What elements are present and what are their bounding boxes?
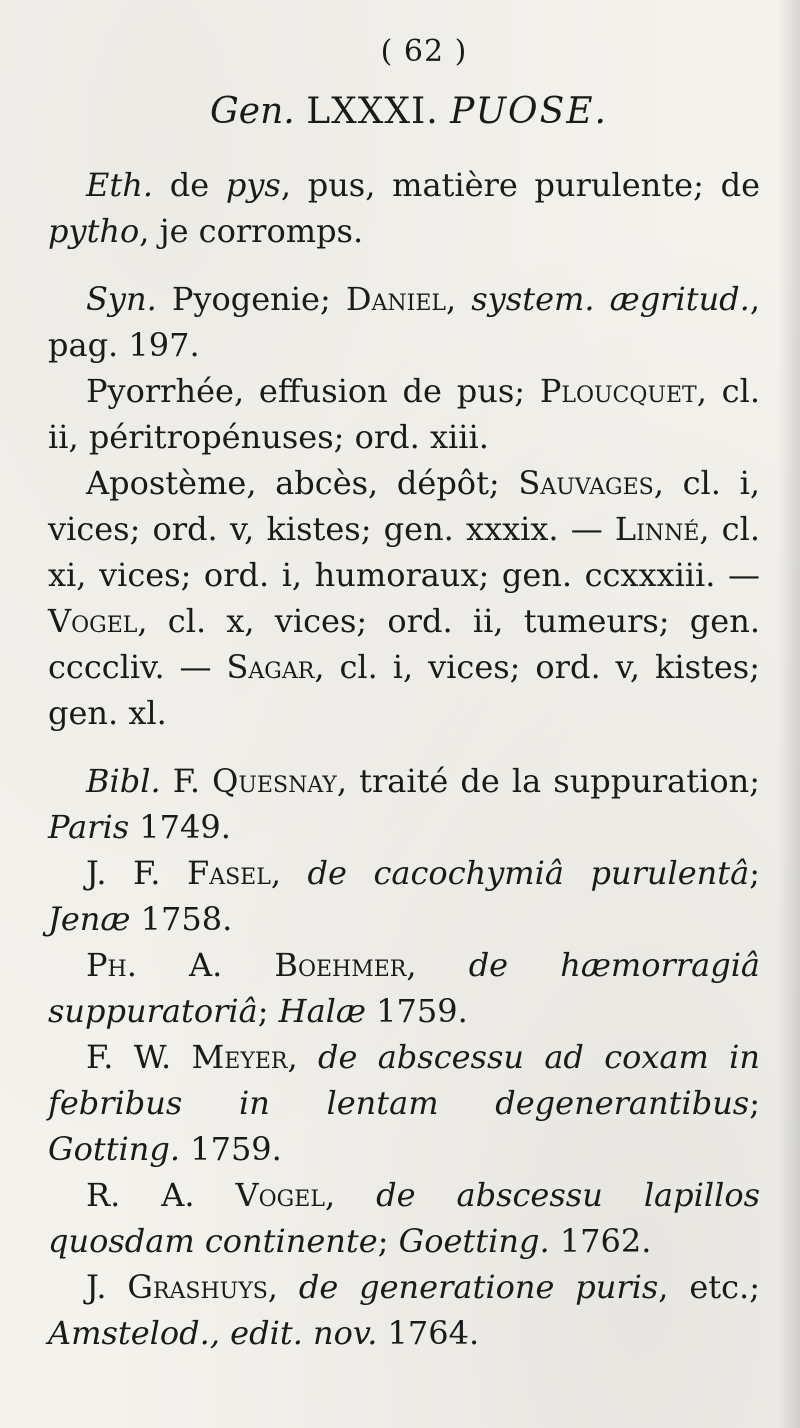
synonymy-text: , cl. xi, vices; ord. i, humoraux; gen. ccxxxiii. — [48, 510, 761, 594]
publication-year: 1764. [377, 1314, 480, 1352]
separator: , [406, 946, 469, 984]
author-name: Vogel [48, 602, 138, 640]
work-title: de cacochymiâ purulentâ [307, 854, 750, 892]
etymology-paragraph [48, 162, 760, 254]
publication-place: Amstelod., edit. nov. [48, 1314, 378, 1352]
synonymy-text: , cl. ii, péritropénuses; ord. xiii. [48, 372, 761, 456]
work-title: de generatione puris [298, 1268, 659, 1306]
author-name: Sauvages [518, 464, 654, 502]
bibliography-entry: Ph. A. Boehmer, de hæmorragiâ suppuratoriâ; Halæ 1759. [48, 946, 761, 1030]
synonymy-text: , cl. i, vices; ord. v, kistes; gen. xxxix. — [48, 464, 761, 548]
author-name: Linné [614, 510, 700, 548]
publication-place: Halæ [278, 992, 366, 1030]
publication-place: Jenæ [48, 900, 131, 938]
etymology-word: pys [225, 166, 281, 204]
etymology-text: , pus, matière purulente; de [280, 166, 760, 204]
work-title: system. ægritud. [471, 280, 750, 318]
synonymy-text: Pyogenie; [156, 280, 346, 318]
author-name: F. W. Meyer [86, 1038, 288, 1076]
publication-year: 1762. [549, 1222, 652, 1260]
work-title: de abscessu lapillos quosdam continente [48, 1176, 761, 1260]
synonymy-text: , [446, 280, 472, 318]
separator: , etc.; [658, 1268, 761, 1306]
bibliography-entry: F. W. Meyer, de abscessu ad coxam in febribus in lentam degenerantibus; Gotting. 1759. [48, 1038, 761, 1168]
author-name: Ploucquet [539, 372, 697, 410]
work-title: de abscessu ad coxam in febribus in lentam degenerantibus [48, 1038, 761, 1122]
work-title: de hæmorragiâ suppuratoriâ [48, 946, 761, 1030]
page-number: ( 62 ) [380, 34, 468, 69]
author-name: J. Grashuys [86, 1268, 268, 1306]
author-name: R. A. Vogel [86, 1176, 325, 1214]
synonymy-text: , cl. i, vices; ord. v, kistes; gen. xl. [48, 648, 761, 732]
author-name: Daniel [345, 280, 446, 318]
synonymy-text: Apostème, abcès, dépôt; [86, 464, 519, 502]
synonymy-text: , cl. x, vices; ord. ii, tumeurs; gen. ccccliv. — [48, 602, 760, 686]
author-name: J. F. Fasel [86, 854, 271, 892]
separator: , [267, 1268, 299, 1306]
page-edge-shadow [778, 0, 800, 1428]
publication-place: Gotting. [48, 1130, 181, 1168]
publication-year: 1758. [130, 900, 233, 938]
author-name: Sagar [226, 648, 315, 686]
etymology-word: pytho [48, 212, 140, 250]
heading-gen: Gen. [210, 91, 295, 132]
bibliography-label: Bibl. [86, 762, 161, 800]
etymology-label: Eth. [86, 166, 153, 204]
publication-place: Paris [48, 808, 130, 846]
etymology-text: , je corromps. [139, 212, 364, 250]
etymology-text: de [153, 166, 226, 204]
author-name: Ph. A. Boehmer [86, 946, 407, 984]
publication-year: 1749. [129, 808, 231, 846]
separator: , [324, 1176, 377, 1214]
synonymy-label: Syn. [86, 280, 157, 318]
author-name: F. Quesnay [172, 762, 337, 800]
synonymy-paragraph-2 [48, 368, 760, 460]
heading-number: LXXXI. [306, 91, 439, 132]
bibliography-entry: J. F. Fasel, de cacochymiâ purulentâ; Jenæ 1758. [48, 854, 761, 938]
work-title: traité de la suppuration [359, 762, 750, 800]
publication-year: 1759. [180, 1130, 282, 1168]
bibliography-entry [48, 1264, 760, 1356]
separator: , [270, 854, 308, 892]
bibliography-entry: Bibl. F. Quesnay, traité de la suppuration; Paris 1749. [48, 762, 760, 846]
bibliography-entry: R. A. Vogel, de abscessu lapillos quosdam continente; Goetting. 1762. [48, 1176, 761, 1260]
bibliography-section [48, 758, 760, 1356]
synonymy-paragraph-3 [48, 460, 760, 736]
genus-heading [58, 91, 760, 132]
heading-genus: PUOSE. [450, 91, 608, 132]
synonymy-paragraph-1 [48, 276, 760, 368]
separator: , [287, 1038, 318, 1076]
synonymy-text: , pag. 197. [48, 280, 761, 364]
separator: , [336, 762, 360, 800]
publication-place: Goetting. [398, 1222, 550, 1260]
synonymy-text: Pyorrhée, effusion de pus; [86, 372, 540, 410]
publication-year: 1759. [365, 992, 468, 1030]
